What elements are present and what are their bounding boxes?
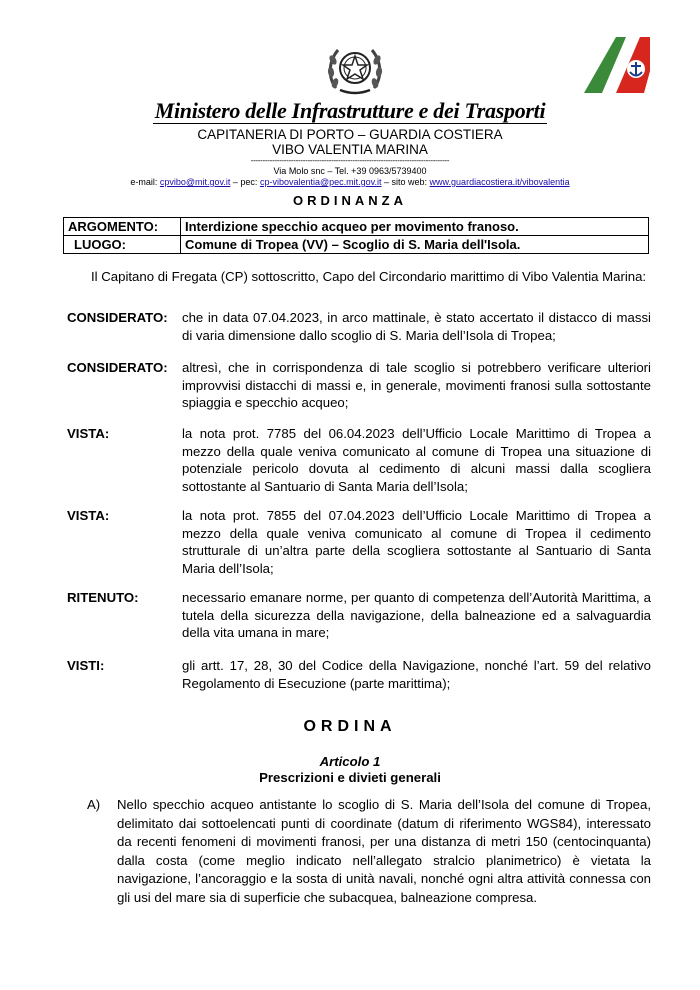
subject-table [63, 217, 649, 254]
item-letter: A) [87, 797, 101, 812]
office-location: VIBO VALENTIA MARINA [272, 142, 428, 157]
email-label: e-mail: [130, 177, 158, 187]
premise-text: altresì, che in corrispondenza di tale scoglio si potrebbero verificare ulteriori improvvisi distacchi di massi e, in generale, movimenti franosi sulla sottostante spiaggia e specchio acqueo; [182, 360, 651, 410]
website-link[interactable]: www.guardiacostiera.it/vibovalentia [429, 177, 570, 187]
place-value: Comune di Tropea (VV) – Scoglio di S. Maria dell'Isola. [181, 236, 649, 254]
item-text: Nello specchio acqueo antistante lo scoglio di S. Maria dell’Isola del comune di Tropea, delimitato dai sottoelencati punti di coordinate (datum di riferimento WGS84), interessato da recenti fenomeni di movimenti franosi, per una distanza di metri 150 (centocinquanta) dalla costa (come meglio indicato nell’allegato stralcio planimetrico) è vietata la navigazione, l’ancoraggio e la sosta di unità navali, nonché ogni altra attività connessa con gli usi del mare sia di superficie che subacquea, balneazione compresa. [117, 797, 651, 905]
address: Via Molo snc – Tel. +39 0963/5739400 [273, 166, 427, 176]
premise-label: VISTA: [67, 508, 110, 523]
subject-key: ARGOMENTO: [64, 218, 181, 236]
premise-label: CONSIDERATO: [67, 310, 168, 325]
contact-line [0, 177, 700, 187]
table-row [64, 236, 649, 254]
premise-text: la nota prot. 7785 del 06.04.2023 dell’Ufficio Locale Marittimo di Tropea a mezzo della quale veniva comunicato al comune di Tropea una situazione di potenziale pericolo dovuta al cedimento di alcuni massi dalla scogliera sottostante al Santuario di Santa Maria dell’Isola; [182, 426, 651, 494]
premise-label: VISTI: [67, 658, 105, 673]
premise-label: VISTA: [67, 426, 110, 441]
web-label: – sito web: [384, 177, 428, 187]
separator: ------------------------------------------------------------------------------------ [250, 156, 450, 165]
pec-label: – pec: [232, 177, 258, 187]
premise-label: CONSIDERATO: [67, 360, 168, 375]
article-number: Articolo 1 [319, 754, 381, 769]
premise-label: RITENUTO: [67, 590, 139, 605]
article-title: Prescrizioni e divieti generali [259, 770, 441, 785]
office-name: CAPITANERIA DI PORTO – GUARDIA COSTIERA [197, 127, 503, 142]
guardia-costiera-logo-icon [580, 35, 652, 95]
premise-text: la nota prot. 7855 del 07.04.2023 dell’Ufficio Locale Marittimo di Tropea a mezzo della quale veniva comunicato al comune di Tropea il cedimento strutturale di un’altra parte della scogliera sottostante al Santuario di Santa Maria dell’Isola; [182, 508, 651, 576]
intro-paragraph: Il Capitano di Fregata (CP) sottoscritto, Capo del Circondario marittimo di Vibo Valentia Marina: [91, 269, 647, 284]
document-title: ORDINANZA [293, 193, 407, 208]
premise-text: gli artt. 17, 28, 30 del Codice della Navigazione, nonché l’art. 59 del relativo Regolamento di Esecuzione (parte marittima); [182, 658, 651, 691]
subject-value: Interdizione specchio acqueo per movimento franoso. [181, 218, 649, 236]
email-link[interactable]: cpvibo@mit.gov.it [159, 177, 231, 187]
ordina-heading: ORDINA [303, 718, 397, 735]
premise-text: necessario emanare norme, per quanto di competenza dell’Autorità Marittima, a tutela della sicurezza della navigazione, della balneazione ed a salvaguardia della vita umana in mare; [182, 590, 651, 640]
premise-text: che in data 07.04.2023, in arco mattinale, è stato accertato il distacco di massi di varia dimensione dallo scoglio di S. Maria dell’Isola di Tropea; [182, 310, 651, 343]
italian-republic-emblem-icon [326, 40, 384, 96]
table-row [64, 218, 649, 236]
pec-link[interactable]: cp-vibovalentia@pec.mit.gov.it [259, 177, 382, 187]
ministry-name: Ministero delle Infrastrutture e dei Trasporti [154, 98, 546, 123]
place-key: LUOGO: [64, 236, 181, 254]
